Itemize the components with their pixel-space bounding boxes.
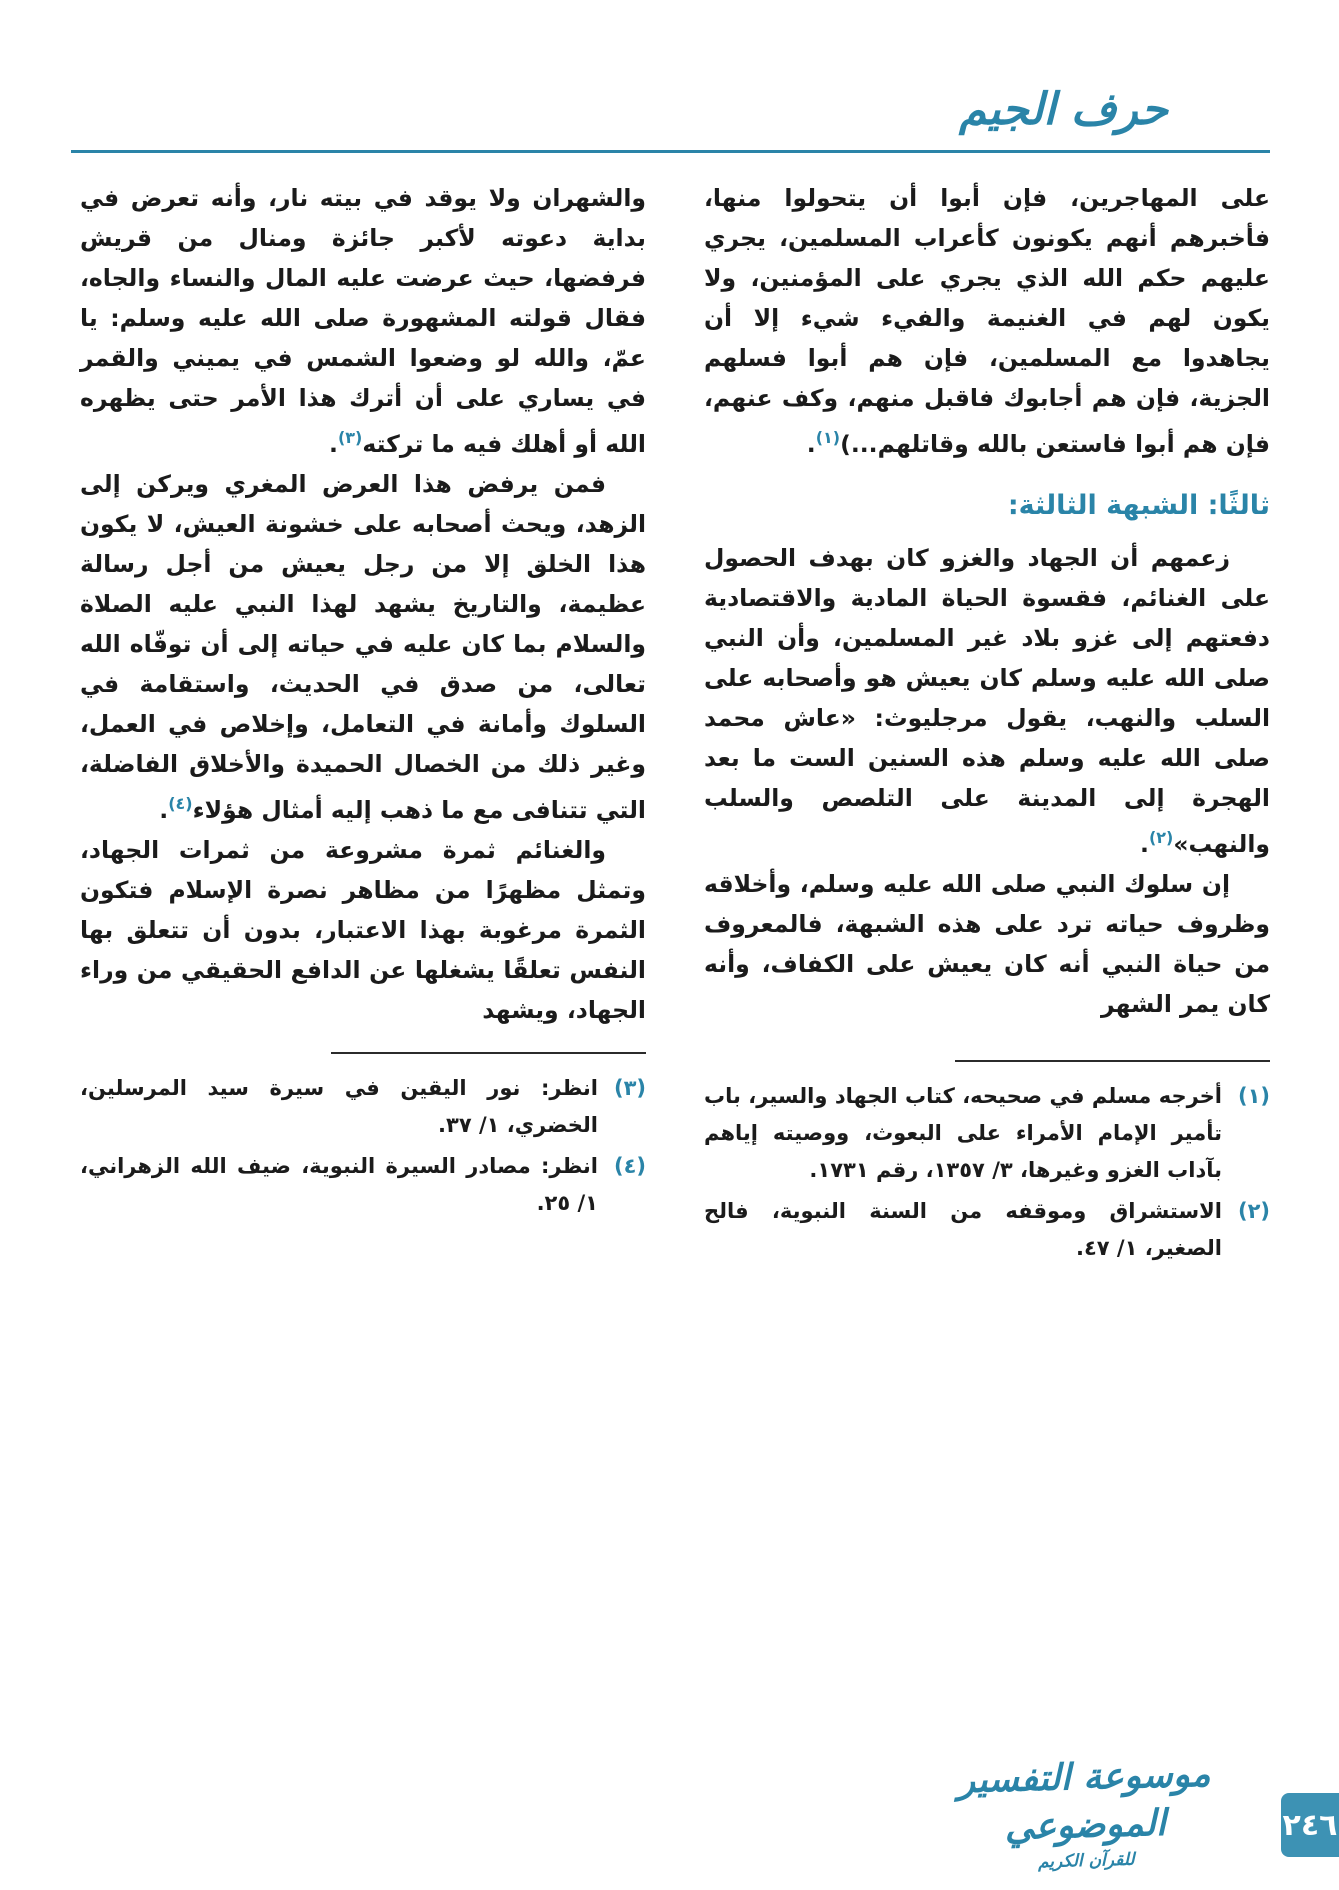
footnote-text: الاستشراق وموقفه من السنة النبوية، فالح الصغير، ١/ ٤٧. [704,1198,1222,1260]
publisher-logo-title: موسوعة التفسير الموضوعي [957,1753,1211,1849]
footnote-separator [955,1060,1270,1062]
paragraph [704,864,1270,1024]
paragraph [80,830,646,1030]
paragraph-text: إن سلوك النبي صلى الله عليه وسلم، وأخلاقه وظروف حياته ترد على هذه الشبهة، فالمعروف من حياة النبي أنه كان يعيش على الكفاف، وأنه كان يمر الشهر [704,869,1270,1018]
footnote-marker: (٤) [613,1153,646,1178]
page-number-badge: ٢٤٦ [1281,1793,1339,1857]
paragraph-text: فمن يرفض هذا العرض المغري ويركن إلى الزهد، ويحث أصحابه على خشونة العيش، لا يكون هذا الخلق إلا من رجل يعيش من أجل رسالة عظيمة، والتاريخ يشهد لهذا النبي عليه الصلاة والسلام بما كان عليه في حياته إلى أن توفّاه الله تعالى، من صدق في الحديث، واستقامة في السلوك وأمانة في التعامل، وإخلاص في العمل، وغير ذلك من الخصال الحميدة والأخلاق الفاضلة، التي تتنافى مع ما ذهب إليه أمثال هؤلاء [80,469,646,824]
paragraph [704,538,1270,864]
paragraph-text: زعمهم أن الجهاد والغزو كان بهدف الحصول على الغنائم، فقسوة الحياة المادية والاقتصادية دفعتهم إلى غزو بلاد غير المسلمين، وأن النبي صلى الله عليه وسلم كان يعيش هو وأصحابه على السلب والنهب، يقول مرجليوث: «عاش محمد صلى الله عليه وسلم هذه السنين الست ما بعد الهجرة إلى المدينة على التلصص والسلب والنهب» [704,543,1270,858]
footnote [80,1148,646,1222]
paragraph-text: والغنائم ثمرة مشروعة من ثمرات الجهاد، وتمثل مظهرًا من مظاهر نصرة الإسلام فتكون الثمرة مرغوبة بهذا الاعتبار، بدون أن تتعلق بها النفس تعلقًا يشغلها عن الدافع الحقيقي من وراء الجهاد، ويشهد [80,835,646,1024]
paragraph-text: والشهران ولا يوقد في بيته نار، وأنه تعرض في بداية دعوته لأكبر جائزة ومنال من قريش فرفضها، حيث عرضت عليه المال والنساء والجاه، فقال قولته المشهورة صلى الله عليه وسلم: يا عمّ، والله لو وضعوا الشمس في يميني والقمر في يساري على أن أترك هذا الأمر حتى يظهره الله أو أهلك فيه ما تركته [80,184,646,458]
footnotes-left [80,1052,646,1226]
column-right [704,178,1270,1271]
paragraph-tail: . [159,795,169,824]
paragraph-text: على المهاجرين، فإن أبوا أن يتحولوا منها، فأخبرهم أنهم يكونون كأعراب المسلمين، يجري عليهم حكم الله الذي يجري على المؤمنين، ولا يكون لهم في الغنيمة والفيء شيء إلا أن يجاهدوا مع المسلمين، فإن هم أبوا فسلهم الجزية، فإن هم أجابوك فاقبل منهم، وكف عنهم، فإن هم أبوا فاستعن بالله وقاتلهم...) [704,184,1270,458]
footnote-ref: (٣) [337,428,363,447]
section-heading: ثالثًا: الشبهة الثالثة: [1007,489,1270,521]
footnote-marker: (٣) [613,1075,646,1100]
footnote-ref: (٤) [168,793,193,813]
footnote [80,1070,646,1144]
footnote-text: انظر: نور اليقين في سيرة سيد المرسلين، الخضري، ١/ ٣٧. [80,1075,598,1137]
column-left [80,178,646,1271]
footnotes-right [704,1060,1270,1271]
footnote-separator [331,1052,646,1054]
publisher-logo [929,1750,1242,1876]
footnote [704,1193,1270,1267]
paragraph [80,178,646,464]
footnote [704,1078,1270,1189]
paragraph-tail: . [806,429,816,458]
paragraph-tail: . [329,429,338,458]
footnote-marker: (٢) [1237,1198,1270,1223]
paragraph [704,178,1270,464]
chapter-header-title: حرف الجيم [959,84,1168,135]
paragraph-tail: . [1140,829,1149,858]
footnote-marker: (١) [1237,1083,1270,1108]
footnote-text: أخرجه مسلم في صحيحه، كتاب الجهاد والسير، باب تأمير الإمام الأمراء على البعوث، ووصيته إياهم بآداب الغزو وغيرها، ٣/ ١٣٥٧، رقم ١٧٣١. [704,1083,1222,1182]
paragraph [80,464,646,830]
footnote-ref: (٢) [1148,827,1174,847]
footnote-text: انظر: مصادر السيرة النبوية، ضيف الله الزهراني، ١/ ٢٥. [80,1153,598,1215]
header-rule [71,150,1270,153]
publisher-logo-subtitle: للقرآن الكريم [1037,1849,1135,1873]
text-columns [73,178,1270,1271]
footnote-ref: (١) [815,428,841,447]
